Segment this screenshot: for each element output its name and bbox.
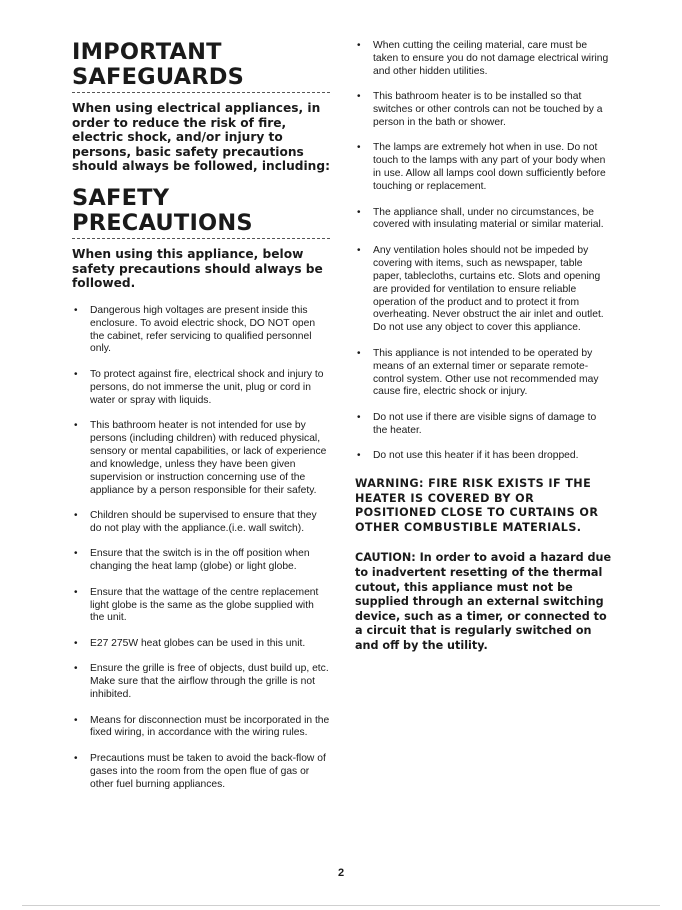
right-bullet-list — [355, 40, 613, 463]
list-item-text: Ensure that the switch is in the off position when changing the heat lamp (globe) or light globe. — [90, 548, 310, 573]
list-item — [355, 348, 613, 400]
precautions-intro: When using this appliance, below safety precautions should always be followed. — [72, 246, 323, 291]
bullet-icon: • — [74, 586, 78, 598]
list-item — [355, 207, 613, 233]
safeguards-intro: When using electrical appliances, in order to reduce the risk of fire, electric shock, and/or injury to persons, basic safety precautions should always be followed, including: — [72, 101, 330, 174]
list-item-text: Ensure that the wattage of the centre replacement light globe is the same as the globe supplied with the unit. — [90, 586, 319, 624]
bullet-icon: • — [74, 304, 78, 316]
bullet-icon: • — [74, 420, 78, 432]
left-column — [72, 40, 330, 804]
list-item — [72, 715, 330, 741]
list-item-text: Precautions must be taken to avoid the back-flow of gases into the room from the open flue of gas or other fuel burning appliances. — [90, 752, 326, 790]
bullet-icon: • — [74, 548, 78, 560]
list-item-text: Do not use if there are visible signs of damage to the heater. — [373, 411, 597, 436]
list-item — [72, 548, 330, 574]
list-item-text: The lamps are extremely hot when in use. Do not touch to the lamps with any part of your body when in use. Allow all lamps cool down sufficiently before touching or replacement. — [373, 142, 606, 193]
list-item — [72, 587, 330, 626]
list-item — [72, 369, 330, 408]
heading-important-safeguards: IMPORTANT SAFEGUARDS — [72, 40, 330, 93]
footer-divider — [22, 905, 660, 906]
bullet-icon: • — [357, 347, 361, 359]
page-number: 2 — [337, 867, 345, 879]
list-item — [72, 638, 330, 651]
bullet-icon: • — [357, 142, 361, 154]
bullet-icon: • — [357, 244, 361, 256]
left-bullet-list — [72, 305, 330, 792]
list-item — [355, 40, 613, 79]
list-item-text: E27 275W heat globes can be used in this unit. — [90, 637, 306, 649]
list-item-text: When cutting the ceiling material, care must be taken to ensure you do not damage electrical wiring and other hidden utilities. — [373, 40, 609, 77]
list-item-text: This bathroom heater is not intended for use by persons (including children) with reduced physical, sensory or mental capabilities, or lack of experience and knowledge, unless they have been given supervision or instruction concerning use of the appliance by a person responsible for their safety. — [90, 420, 327, 496]
bullet-icon: • — [357, 40, 361, 51]
bullet-icon: • — [74, 368, 78, 380]
list-item — [72, 510, 330, 536]
thermal-cutout-caution: CAUTION: In order to avoid a hazard due to inadvertent resetting of the thermal cutout, this appliance must not be supplied through an external switching device, such as a timer, or connected to a circuit that is regularly switched on and off by the utility. — [355, 551, 612, 652]
bullet-icon: • — [74, 752, 78, 764]
heading-safety-precautions: SAFETY PRECAUTIONS — [72, 186, 330, 239]
fire-risk-warning: WARNING: FIRE RISK EXISTS IF THE HEATER IS COVERED BY OR POSITIONED CLOSE TO CURTAINS OR OTHER COMBUSTIBLE MATERIALS. — [355, 477, 599, 534]
list-item-text: Dangerous high voltages are present inside this enclosure. To avoid electric shock, DO NOT open the cabinet, refer servicing to qualified personnel only. — [90, 304, 316, 355]
bullet-icon: • — [74, 663, 78, 675]
list-item — [72, 753, 330, 792]
list-item — [355, 142, 613, 194]
list-item-text: Children should be supervised to ensure that they do not play with the appliance.(i.e. wall switch). — [90, 510, 317, 534]
bullet-icon: • — [357, 91, 361, 103]
list-item-text: Ensure the grille is free of objects, dust build up, etc. Make sure that the airflow through the grille is not inhibited. — [90, 663, 329, 701]
bullet-icon: • — [357, 411, 361, 423]
list-item-text: The appliance shall, under no circumstances, be covered with insulating material or similar material. — [373, 206, 604, 231]
list-item-text: To protect against fire, electrical shock and injury to persons, do not immerse the unit, plug or cord in water or spray with liquids. — [90, 368, 324, 406]
list-item — [72, 663, 330, 702]
list-item-text: Any ventilation holes should not be impeded by covering with items, such as newspaper, table paper, tablecloths, curtains etc. Slots and opening are provided for ventilation to ensure reliable operation of the product and to protect it from overheating. Never obstruct the air inlet and outlet. Do not use any object to cover this appliance. — [373, 244, 604, 334]
list-item — [72, 305, 330, 357]
list-item-text: Do not use this heater if it has been dropped. — [373, 450, 579, 462]
list-item — [355, 412, 613, 438]
bullet-icon: • — [357, 450, 361, 462]
list-item — [355, 450, 613, 463]
list-item-text: This appliance is not intended to be operated by means of an external timer or separate remote-control system. Other use not recommended may cause fire, electric shock or injury. — [373, 347, 599, 398]
list-item — [355, 91, 613, 130]
list-item-text: Means for disconnection must be incorporated in the fixed wiring, in accordance with the wiring rules. — [90, 714, 330, 739]
bullet-icon: • — [74, 510, 78, 522]
bullet-icon: • — [74, 637, 78, 649]
list-item — [355, 245, 613, 335]
right-column — [355, 40, 613, 654]
bullet-icon: • — [357, 206, 361, 218]
list-item — [72, 420, 330, 497]
bullet-icon: • — [74, 714, 78, 726]
list-item-text: This bathroom heater is to be installed so that switches or other controls can not be touched by a person in the bath or shower. — [373, 91, 603, 129]
